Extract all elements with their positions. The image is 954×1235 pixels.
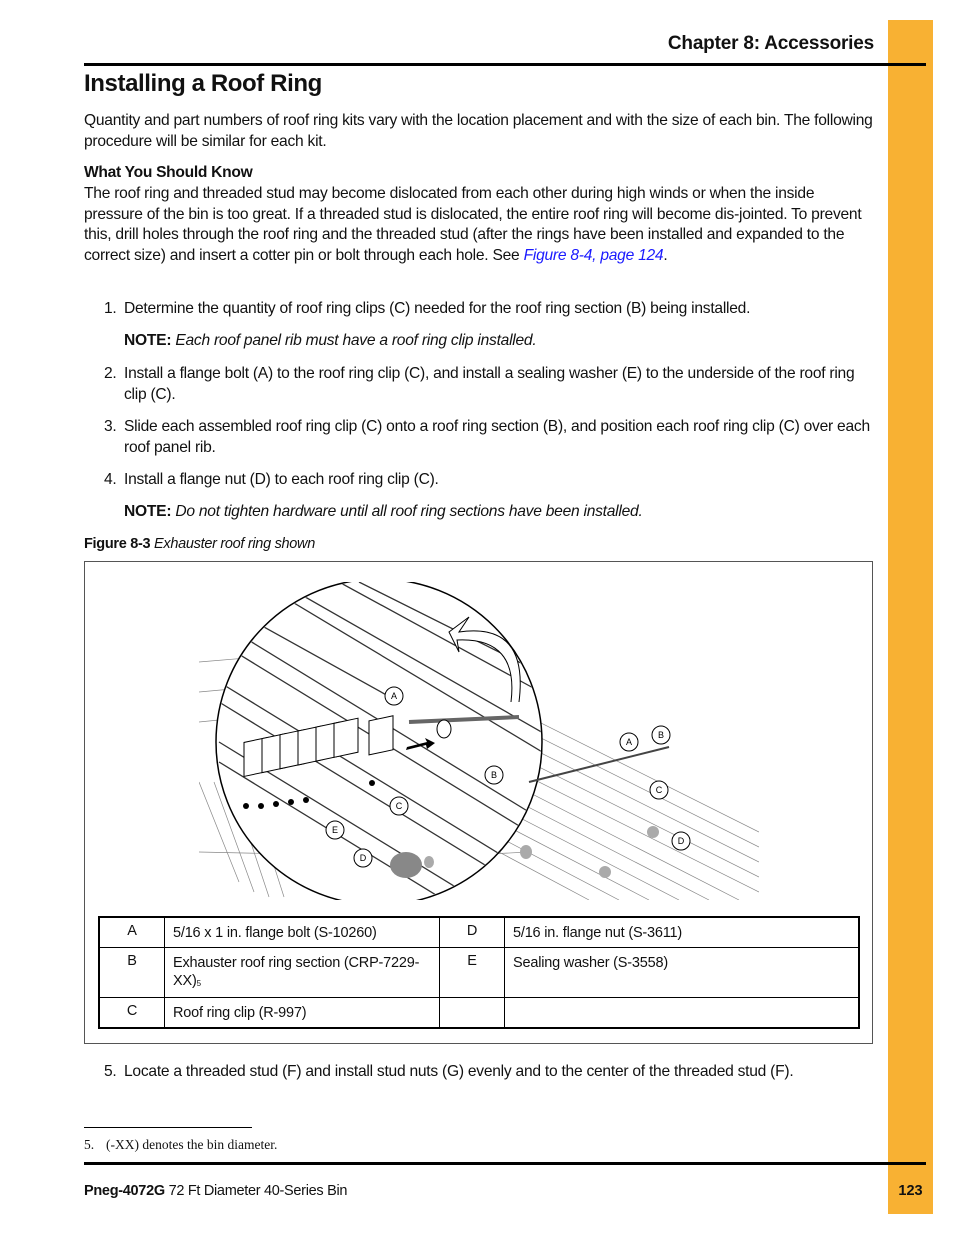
- svg-text:B: B: [490, 770, 498, 780]
- footnote: 5. (-XX) denotes the bin diameter.: [84, 1137, 278, 1152]
- svg-text:D: D: [359, 853, 367, 863]
- footnote-rule: [84, 1127, 252, 1128]
- page-number: 123: [898, 1183, 923, 1199]
- step-2: 2. Install a flange bolt (A) to the roof ring clip (C), and install a sealing washer (E) to the underside of the roof ring clip (C).: [104, 365, 855, 403]
- footnote-ref[interactable]: 5: [196, 979, 201, 988]
- svg-text:D: D: [677, 836, 685, 846]
- chapter-tab-strip: [888, 20, 933, 1214]
- svg-text:E: E: [331, 825, 339, 835]
- section-title: Installing a Roof Ring: [84, 70, 322, 97]
- svg-text:C: C: [655, 785, 663, 795]
- header-rule: [84, 63, 926, 66]
- roof-ring-illustration: [199, 582, 759, 900]
- step-4: 4. Install a flange nut (D) to each roof ring clip (C).: [104, 471, 439, 488]
- step-5: 5. Locate a threaded stud (F) and install stud nuts (G) evenly and to the center of the threaded stud (F).: [104, 1063, 794, 1080]
- footer-rule: [84, 1162, 926, 1165]
- know-text: The roof ring and threaded stud may become dislocated from each other during high winds or when the inside pressure of the bin is too great. If a threaded stud is dislocated, the entire roof ring will become dis-jointed. To prevent this, drill holes through the roof ring and the threaded stud (after the rings have been installed and expanded to the correct size) and insert a cotter pin or bolt through each hole. See: [84, 185, 862, 264]
- step-3: 3. Slide each assembled roof ring clip (C) onto a roof ring section (B), and position each roof ring clip (C) over each roof panel rib.: [104, 418, 870, 456]
- step-1: 1. Determine the quantity of roof ring clips (C) needed for the roof ring section (B) being installed.: [104, 300, 751, 317]
- parts-table: [98, 916, 860, 1029]
- svg-text:C: C: [395, 801, 403, 811]
- table-row: B Exhauster roof ring section (CRP-7229-XX)$^5$ E Sealing washer (S-3558): [99, 948, 859, 998]
- note-1: NOTE: Each roof panel rib must have a roof ring clip installed.: [124, 332, 537, 349]
- figure-8-4-link[interactable]: Figure 8-4, page 124: [523, 246, 664, 264]
- svg-text:B: B: [657, 730, 665, 740]
- intro-paragraph: Quantity and part numbers of roof ring kits vary with the location placement and with the size of each bin. The following procedure will be similar for each kit.: [84, 112, 873, 150]
- footer-doc-title: Pneg-4072G 72 Ft Diameter 40-Series Bin: [84, 1183, 348, 1199]
- table-row: C Roof ring clip (R-997): [99, 998, 859, 1029]
- table-row: A 5/16 x 1 in. flange bolt (S-10260) D 5/16 in. flange nut (S-3611): [99, 917, 859, 948]
- figure-caption: Figure 8-3 Exhauster roof ring shown: [84, 536, 315, 552]
- what-you-should-know-heading: What You Should Know: [84, 164, 253, 181]
- note-2: NOTE: Do not tighten hardware until all roof ring sections have been installed.: [124, 503, 643, 520]
- chapter-heading: Chapter 8: Accessories: [667, 33, 874, 54]
- svg-text:A: A: [390, 691, 398, 701]
- figure-box: [84, 561, 873, 1044]
- what-you-should-know-paragraph: The roof ring and threaded stud may become dislocated from each other during high winds or when the inside pressure of the bin is too great. If a threaded stud is dislocated, the entire roof ring will become dis-jointed. To prevent this, drill holes through the roof ring and the threaded stud (after the rings have been installed and expanded to the correct size) and insert a cotter pin or bolt through each hole. See Figure 8-4, page 124.: [84, 185, 862, 264]
- svg-text:A: A: [625, 737, 633, 747]
